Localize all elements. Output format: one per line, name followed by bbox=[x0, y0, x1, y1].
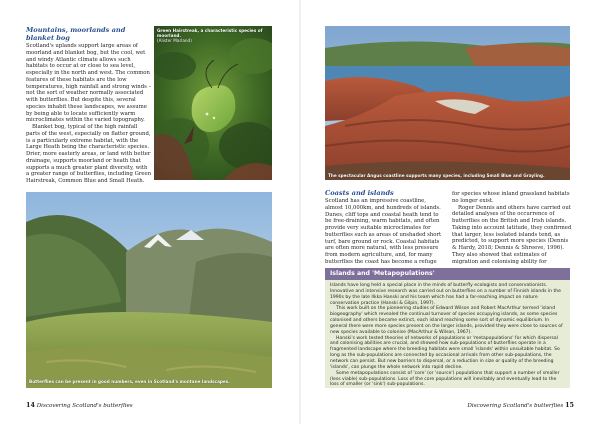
paragraph: Roger Dennis and others have carried out detailed analyses of the occurrence of butterflies on the British and Irish islands. Taking into account latitude, they confirmed that larger, less isolated islands tend, as predicted, to support more species (Dennis & Hardy, 2018; Dennis & Shreeve, 1996). They also showed that estimates of migration and colonising ability for bbox=[452, 204, 572, 265]
left-footer bbox=[26, 402, 133, 410]
box-paragraph: This work built on the pioneering studies of Edward Wilson and Robert MacArthur termed 'island biogeography' which revealed the continual turnover of species occupying islands, as some species colonised and others became extinct, each island reaching some sort of dynamic equilibrium. In general there were more species present on the larger islands, provided they were close to sources of new species available to colonise (MacArthur & Wilson, 1967). bbox=[330, 306, 563, 335]
paragraph: Scotland's uplands support large areas of moorland and blanket bog, but the cool, wet and windy Atlantic climate allows such habitats to occur at or close to sea level, especially in the north and west. The common features of these habitats are the low temperatures, high rainfall and strong winds – not the sort of weather normally associated with butterflies. But despite this, several species inhabit these landscapes, we assume by being able to locate sufficiently warm microclimates within the varied topography. bbox=[26, 43, 152, 124]
photo-green-hairstreak bbox=[154, 26, 272, 180]
paragraph: for species whose inland grassland habitats no longer exist. bbox=[452, 191, 570, 204]
box-paragraph: Hanski's work tested theories of networks of populations or 'metapopulations' for which dispersal and colonising abilities are crucial, and showed how sub-populations of butterflies operate in a fragmented landscape where the breeding habitats were small 'islands' within unsuitable habitat. So long as the sub-populations are connected by occasional arrivals from other sub-populations, the network can persist. But new barriers to dispersal, or a reduction in size or quality of the breeding 'islands', can plunge the whole network into rapid decline. bbox=[330, 335, 560, 370]
right-footer bbox=[467, 402, 574, 410]
photo-caption: The spectacular Angus coastline supports many species, including Small Blue and Grayling. bbox=[328, 173, 545, 178]
paragraph: Blanket bog, typical of the high rainfall parts of the west, especially on flatter ground, is a particularly extreme habitat, with the Large Heath being the characteristic species. Drier, more easterly areas, or land with better drainage, supports moorland or heath that supports a much greater plant diversity, with a greater range of butterflies, including Green Hairstreak, Common Blue and Small Heath. bbox=[26, 124, 152, 184]
running-title: Discovering Scotland's butterflies bbox=[36, 403, 133, 409]
running-title: Discovering Scotland's butterflies bbox=[467, 403, 564, 409]
right-text-column-1 bbox=[325, 189, 443, 266]
box-body bbox=[325, 280, 570, 388]
section-heading-mountains: Mountains, moorlands and blanket bog bbox=[26, 26, 126, 42]
box-paragraph: Some metapopulations consist of 'core' (or 'source') populations that support a number of smaller (less viable) sub-populations. Loss of the core populations will inevitably and eventually lead to the loss of smaller (or 'sink') sub-populations. bbox=[330, 370, 560, 388]
photo-montane-landscape bbox=[26, 192, 272, 388]
paragraph: Scotland has an impressive coastline, almost 10,000km, and hundreds of islands. Dunes, cliff tops and coastal heath tend to be free-draining, warm habitats, and often provide very suitable microclimates for butterflies such as areas of unshaded short turf, bare ground or rock. Coastal habitats are often more natural, with less pressure from modern agriculture, and, for many butterflies the coast has become a refuge bbox=[325, 198, 442, 265]
photo-angus-coastline bbox=[325, 26, 570, 180]
sidebar-box-islands bbox=[325, 268, 570, 388]
right-text-column-2 bbox=[452, 191, 572, 265]
box-title: Islands and 'Metapopulations' bbox=[325, 268, 570, 280]
page-number: 14 bbox=[26, 401, 35, 409]
photo-caption: Butterflies can be present in good numbers, even in Scotland's montane landscapes. bbox=[29, 379, 230, 384]
box-paragraph: Islands have long held a special place in the minds of butterfly ecologists and conservationists. Innovative and intensive research was carried out on butterflies on a number of Finnish islands in the 1990s by the late Ilkka Hanski and his team which has had a far-reaching impact on nature conservation practice (Hanski & Gilpin, 1997). bbox=[330, 283, 561, 306]
section-heading-coasts: Coasts and islands bbox=[325, 189, 394, 197]
page-number: 15 bbox=[565, 401, 574, 409]
photo-caption: Green Hairstreak, a characteristic species of moorland. (Alister Marland) bbox=[157, 28, 263, 44]
left-text-column bbox=[26, 26, 152, 185]
